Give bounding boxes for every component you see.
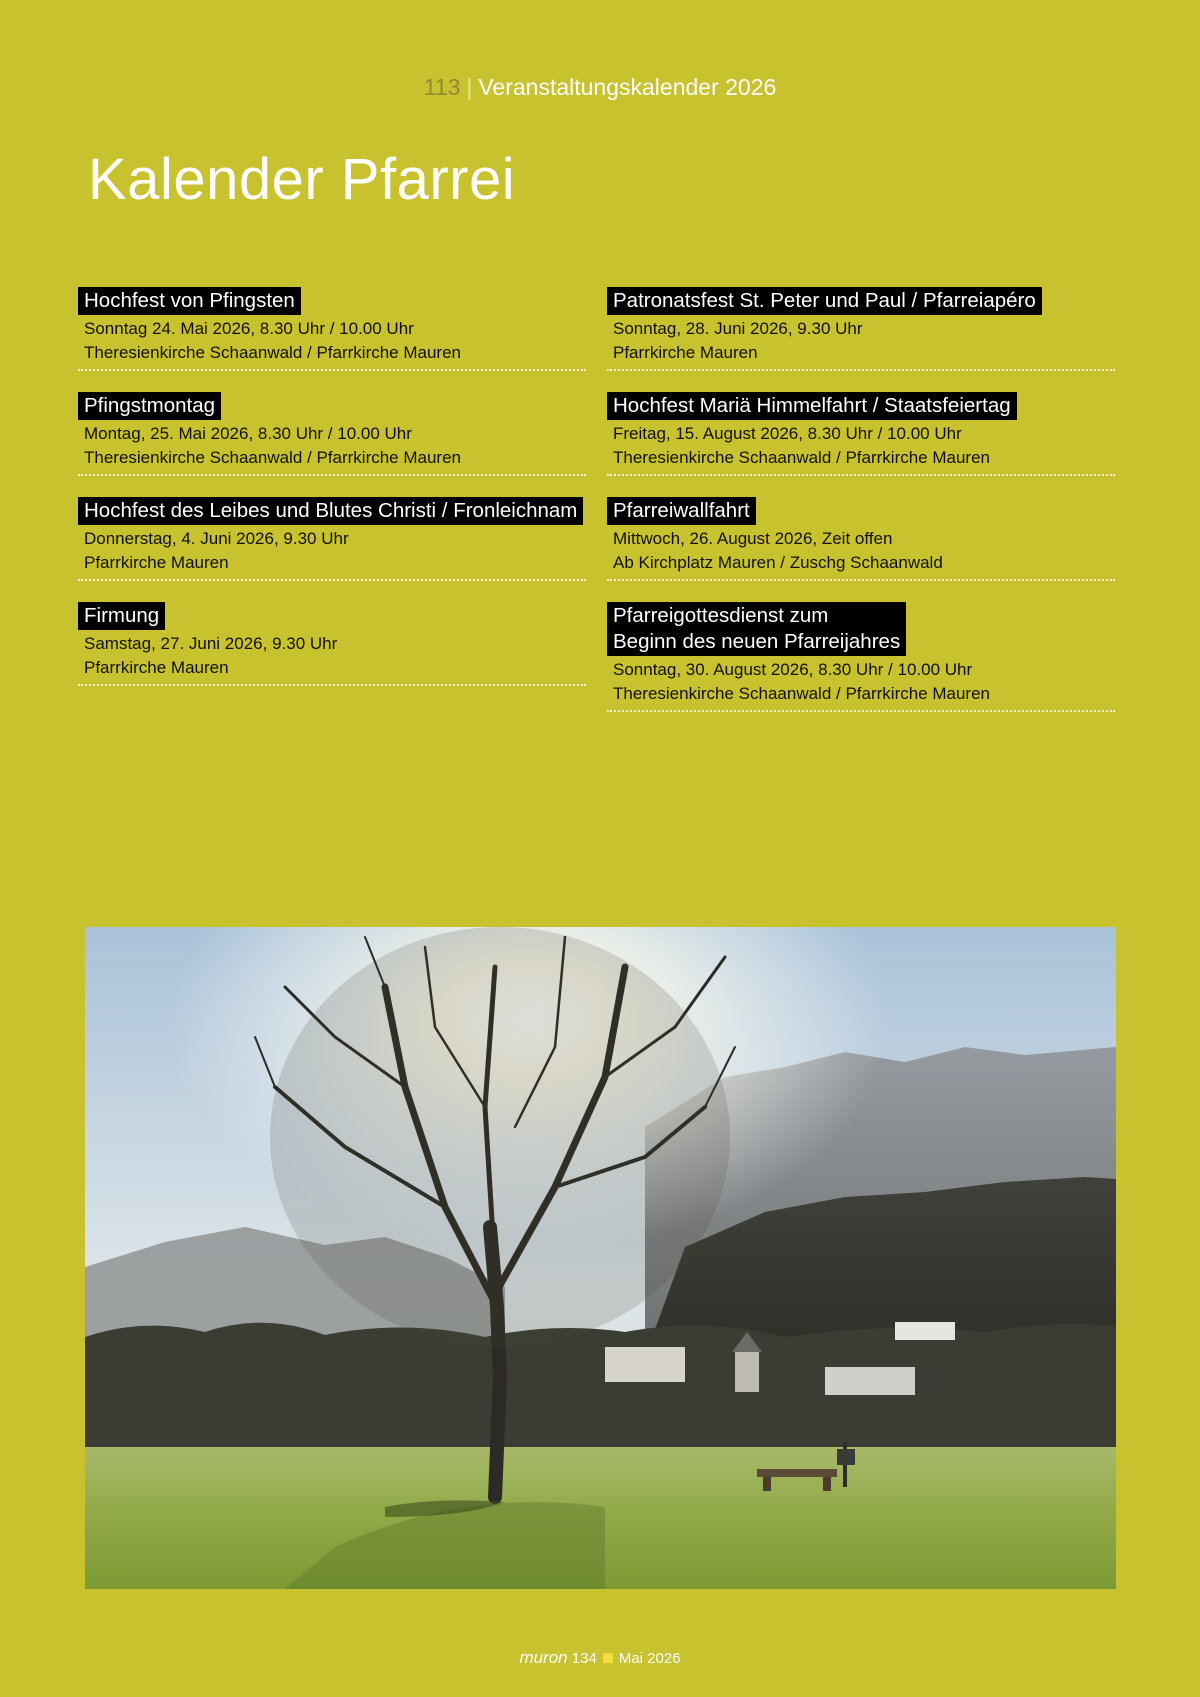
event-column-left bbox=[78, 287, 586, 707]
event-place: Ab Kirchplatz Mauren / Zuschg Schaanwald bbox=[613, 553, 943, 572]
event-date: Sonntag, 30. August 2026, 8.30 Uhr / 10.00 Uhr bbox=[613, 660, 973, 679]
event-entry bbox=[78, 497, 586, 581]
event-title: Hochfest des Leibes und Blutes Christi / Fronleichnam bbox=[78, 497, 583, 525]
square-icon bbox=[603, 1653, 613, 1663]
event-date: Mittwoch, 26. August 2026, Zeit offen bbox=[613, 529, 893, 548]
event-column-right bbox=[607, 287, 1115, 733]
event-entry bbox=[607, 392, 1115, 476]
event-title: Pfarreigottesdienst zum Beginn des neuen Pfarreijahres bbox=[607, 602, 906, 656]
running-header bbox=[0, 74, 1200, 101]
event-date: Donnerstag, 4. Juni 2026, 9.30 Uhr bbox=[84, 529, 349, 548]
event-entry bbox=[607, 497, 1115, 581]
page-footer bbox=[0, 1648, 1200, 1668]
event-title: Pfarreiwallfahrt bbox=[607, 497, 756, 525]
event-entry bbox=[607, 602, 1115, 712]
event-entry bbox=[78, 392, 586, 476]
page-number: 113 bbox=[423, 74, 461, 100]
event-place: Pfarrkirche Mauren bbox=[84, 658, 229, 677]
event-entry bbox=[607, 287, 1115, 371]
page-title: Kalender Pfarrei bbox=[88, 147, 516, 212]
event-date: Sonntag, 28. Juni 2026, 9.30 Uhr bbox=[613, 319, 863, 338]
event-place: Theresienkirche Schaanwald / Pfarrkirche Mauren bbox=[613, 684, 991, 703]
event-title: Hochfest von Pfingsten bbox=[78, 287, 301, 315]
event-title: Patronatsfest St. Peter und Paul / Pfarreiapéro bbox=[607, 287, 1042, 315]
header-separator: | bbox=[466, 74, 473, 100]
landscape-photo-illustration bbox=[85, 927, 1116, 1589]
footer-issue: 134 bbox=[571, 1650, 597, 1667]
event-place: Theresienkirche Schaanwald / Pfarrkirche Mauren bbox=[84, 343, 462, 362]
event-title: Hochfest Mariä Himmelfahrt / Staatsfeiertag bbox=[607, 392, 1017, 420]
landscape-photo bbox=[85, 927, 1116, 1589]
footer-date: Mai 2026 bbox=[618, 1650, 681, 1667]
event-place: Theresienkirche Schaanwald / Pfarrkirche Mauren bbox=[84, 448, 462, 467]
event-place: Pfarrkirche Mauren bbox=[613, 343, 758, 362]
event-date: Montag, 25. Mai 2026, 8.30 Uhr / 10.00 Uhr bbox=[84, 424, 412, 443]
event-title: Firmung bbox=[78, 602, 165, 630]
event-place: Theresienkirche Schaanwald / Pfarrkirche Mauren bbox=[613, 448, 991, 467]
section-title: Veranstaltungskalender 2026 bbox=[478, 74, 777, 100]
footer-brand: muron bbox=[519, 1648, 568, 1667]
event-entry bbox=[78, 287, 586, 371]
event-entry bbox=[78, 602, 586, 686]
event-date: Samstag, 27. Juni 2026, 9.30 Uhr bbox=[84, 634, 338, 653]
event-date: Freitag, 15. August 2026, 8.30 Uhr / 10.00 Uhr bbox=[613, 424, 962, 443]
event-place: Pfarrkirche Mauren bbox=[84, 553, 229, 572]
event-title: Pfingstmontag bbox=[78, 392, 221, 420]
event-date: Sonntag 24. Mai 2026, 8.30 Uhr / 10.00 Uhr bbox=[84, 319, 414, 338]
